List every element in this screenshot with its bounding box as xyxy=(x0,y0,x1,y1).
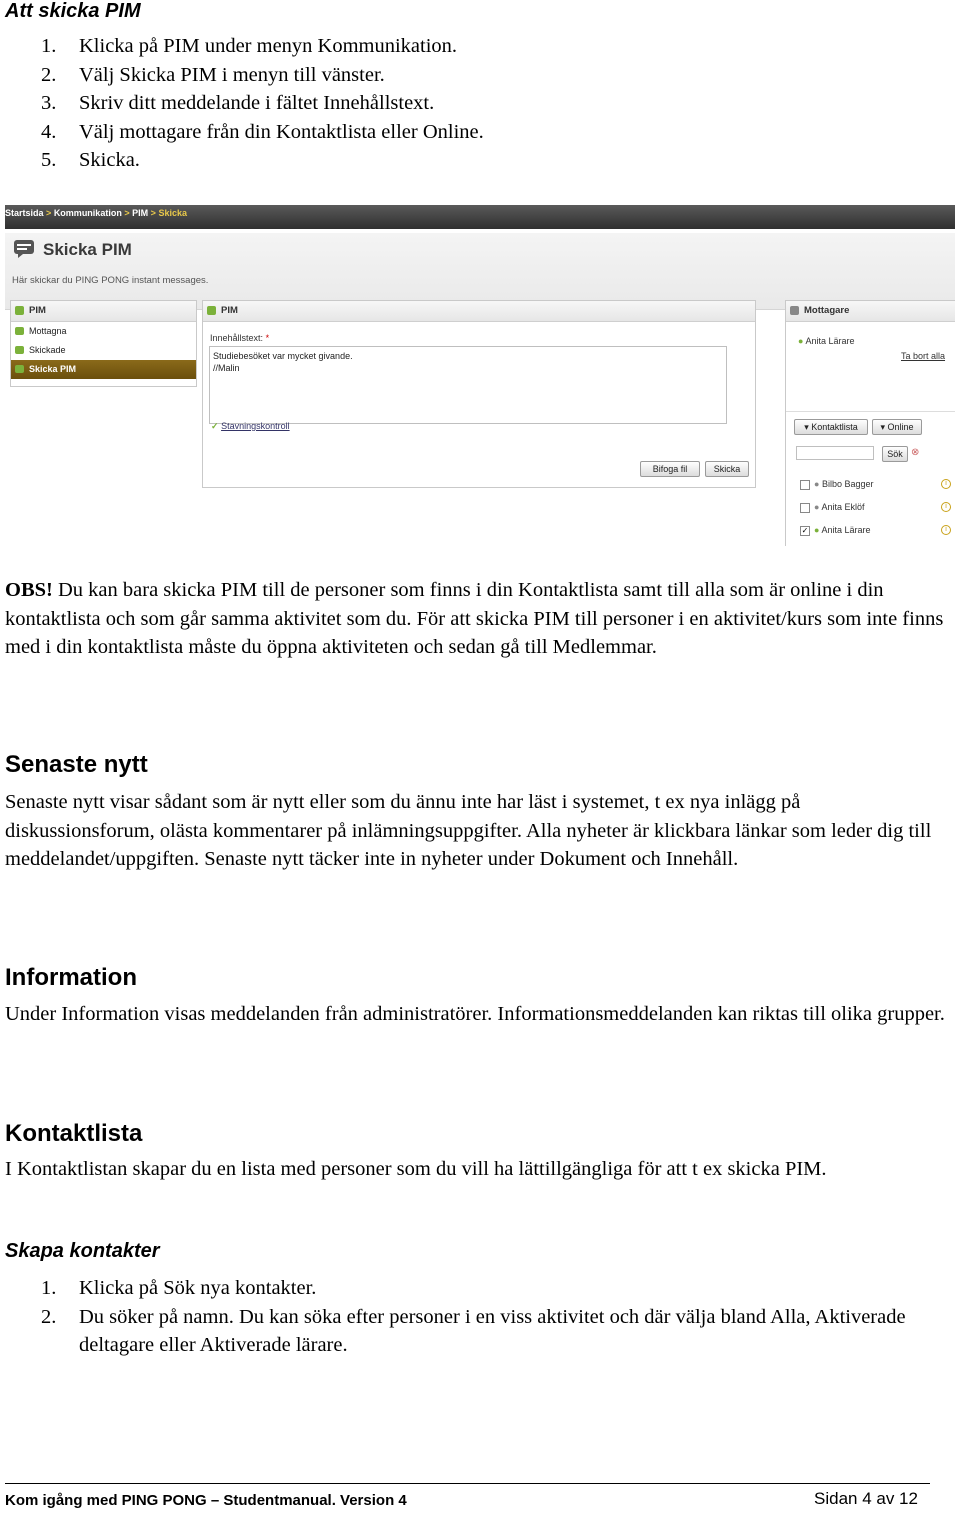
contact-item[interactable] xyxy=(814,502,864,512)
chevron-down-icon: ▾ xyxy=(804,422,809,432)
compose-panel xyxy=(202,300,756,488)
panel-title: PIM xyxy=(29,305,46,316)
user-icon: ● xyxy=(814,525,820,535)
section-heading-information: Information xyxy=(5,964,137,991)
panel-title: PIM xyxy=(221,305,238,316)
spellcheck-label: Stavningskontroll xyxy=(221,421,290,431)
required-mark: * xyxy=(265,333,270,343)
page-header xyxy=(5,233,955,310)
page-number: Sidan 4 av 12 xyxy=(814,1489,918,1508)
pim-icon xyxy=(207,306,216,315)
selected-recipient xyxy=(798,336,854,346)
section-heading-skapa-kontakter: Skapa kontakter xyxy=(5,1240,160,1262)
breadcrumb-separator: > xyxy=(150,208,156,218)
contact-name: Anita Eklöf xyxy=(821,502,865,512)
list-text: Klicka på Sök nya kontakter. xyxy=(79,1277,317,1299)
senaste-nytt-paragraph: Senaste nytt visar sådant som är nytt eller som du ännu inte har läst i systemet, t ex nya inlägg på diskussionsforum, olästa kommentarer på inlämningsuppgifter. Alla nyheter är klickbara länkar som leder dig till meddelandet/uppgiften. Senaste nytt täcker inte in nyheter under Dokument och Innehåll. xyxy=(5,791,932,871)
panel-title: Mottagare xyxy=(804,305,850,316)
section-heading-senaste-nytt: Senaste nytt xyxy=(5,751,148,778)
obs-text: Du kan bara skicka PIM till de personer som finns i din Kontaktlista samt till alla som är online i din kontaktlista och som går samma aktivitet som du. För att skicka PIM till personer i en aktivitet/kurs som inte finns med i din kontaktlista måste du öppna aktiviteten och sedan gå till Medlemmar. xyxy=(5,579,944,659)
obs-label: OBS! xyxy=(5,579,53,601)
footer-divider xyxy=(5,1483,930,1484)
recipient-name: Anita Lärare xyxy=(805,336,855,346)
section-heading-kontaktlista: Kontaktlista xyxy=(5,1120,143,1147)
contact-search-input[interactable] xyxy=(796,446,874,460)
info-icon[interactable]: i xyxy=(941,479,951,489)
list-item xyxy=(5,1303,925,1360)
list-text: Skriv ditt meddelande i fältet Innehållstext. xyxy=(79,92,435,115)
sent-icon xyxy=(15,346,24,354)
menu-item-label: Skickade xyxy=(29,345,66,355)
list-text: Välj mottagare från din Kontaktlista eller Online. xyxy=(79,120,484,143)
field-label-text: Innehållstext: xyxy=(210,333,264,343)
person-icon xyxy=(790,306,799,315)
list-number: 1. xyxy=(41,35,57,57)
list-item xyxy=(5,89,905,118)
info-icon[interactable]: i xyxy=(941,502,951,512)
list-number: 4. xyxy=(41,120,57,143)
section-heading-att-skicka-pim: Att skicka PIM xyxy=(5,0,141,22)
pim-icon xyxy=(15,306,24,315)
embedded-screenshot xyxy=(5,200,955,546)
user-icon: ● xyxy=(814,479,820,489)
menu-item-skickade[interactable] xyxy=(11,341,196,360)
breadcrumb-separator: > xyxy=(124,208,130,218)
menu-item-skicka-pim[interactable] xyxy=(11,360,196,379)
contact-checkbox-checked[interactable]: ✓ xyxy=(801,526,809,535)
divider xyxy=(786,411,955,412)
breadcrumb-item-kommunikation[interactable]: Kommunikation xyxy=(53,208,122,218)
send-icon xyxy=(15,365,24,373)
inbox-icon xyxy=(15,327,24,335)
steps-list-create-contacts xyxy=(5,1274,925,1360)
content-field-label xyxy=(210,333,269,343)
spellcheck-icon: ✓ xyxy=(211,421,219,431)
obs-paragraph xyxy=(5,576,950,662)
list-text: Skicka. xyxy=(79,149,140,172)
user-icon: ● xyxy=(814,502,820,512)
chevron-down-icon: ▾ xyxy=(880,422,885,432)
spellcheck-link[interactable] xyxy=(211,421,290,432)
menu-item-label: Mottagna xyxy=(29,326,67,336)
breadcrumb-item-skicka: Skicka xyxy=(158,208,187,218)
contact-checkbox[interactable] xyxy=(800,480,810,490)
user-icon: ● xyxy=(798,336,804,346)
kontaktlista-paragraph: I Kontaktlistan skapar du en lista med personer som du vill ha lättillgängliga för att t ex skicka PIM. xyxy=(5,1158,827,1180)
panel-header xyxy=(786,301,955,322)
panel-header xyxy=(11,301,196,322)
list-number: 1. xyxy=(41,1277,57,1299)
page-title: Skicka PIM xyxy=(43,240,132,259)
list-text: Välj Skicka PIM i menyn till vänster. xyxy=(79,63,385,86)
contact-item[interactable] xyxy=(814,525,870,535)
list-number: 2. xyxy=(41,63,57,86)
list-item xyxy=(5,61,905,90)
menu-item-label: Skicka PIM xyxy=(29,364,77,374)
tab-kontaktlista[interactable] xyxy=(794,419,868,435)
breadcrumb xyxy=(5,205,955,229)
remove-all-link[interactable]: Ta bort alla xyxy=(901,351,946,361)
information-paragraph: Under Information visas meddelanden från administratörer. Informationsmeddelanden kan riktas till olika grupper. xyxy=(5,1003,945,1025)
clear-icon[interactable]: ⊗ xyxy=(911,447,920,458)
breadcrumb-separator: > xyxy=(46,208,52,218)
list-text: Du söker på namn. Du kan söka efter personer i en viss aktivitet och där välja bland Alla, Aktiverade deltagare eller Aktiverade lärare. xyxy=(79,1305,906,1357)
tab-label: Online xyxy=(887,422,914,432)
list-number: 3. xyxy=(41,92,57,115)
page-subtitle: Här skickar du PING PONG instant messages. xyxy=(12,275,209,286)
footer-title: Kom igång med PING PONG – Studentmanual. Version 4 xyxy=(5,1492,407,1509)
list-number: 2. xyxy=(41,1305,57,1328)
tab-online[interactable] xyxy=(872,419,922,435)
panel-header xyxy=(203,301,755,322)
breadcrumb-item-startsida[interactable]: Startsida xyxy=(5,208,44,218)
list-number: 5. xyxy=(41,149,57,172)
recipients-panel xyxy=(785,300,955,546)
tab-label: Kontaktlista xyxy=(811,422,858,432)
contact-name: Anita Lärare xyxy=(821,525,871,535)
message-textarea[interactable] xyxy=(209,346,727,424)
send-button[interactable]: Skicka xyxy=(705,461,749,477)
speech-bubble-icon xyxy=(13,239,35,259)
contact-item[interactable] xyxy=(814,479,874,489)
contact-checkbox[interactable] xyxy=(800,503,810,513)
menu-item-mottagna[interactable] xyxy=(11,322,196,341)
pim-menu-panel xyxy=(10,300,197,387)
contact-name: Bilbo Bagger xyxy=(821,479,874,489)
list-item xyxy=(5,32,905,61)
list-item xyxy=(5,1274,925,1303)
attach-file-button[interactable]: Bifoga fil xyxy=(640,461,700,477)
list-item xyxy=(5,146,905,175)
breadcrumb-item-pim[interactable]: PIM xyxy=(132,208,149,218)
list-text: Klicka på PIM under menyn Kommunikation. xyxy=(79,35,458,57)
search-button[interactable]: Sök xyxy=(882,446,908,462)
steps-list-send-pim xyxy=(5,32,905,175)
message-line: //Malin xyxy=(213,363,240,373)
info-icon[interactable]: i xyxy=(941,525,951,535)
list-item xyxy=(5,118,905,147)
message-line: Studiebesöket var mycket givande. xyxy=(213,351,353,361)
